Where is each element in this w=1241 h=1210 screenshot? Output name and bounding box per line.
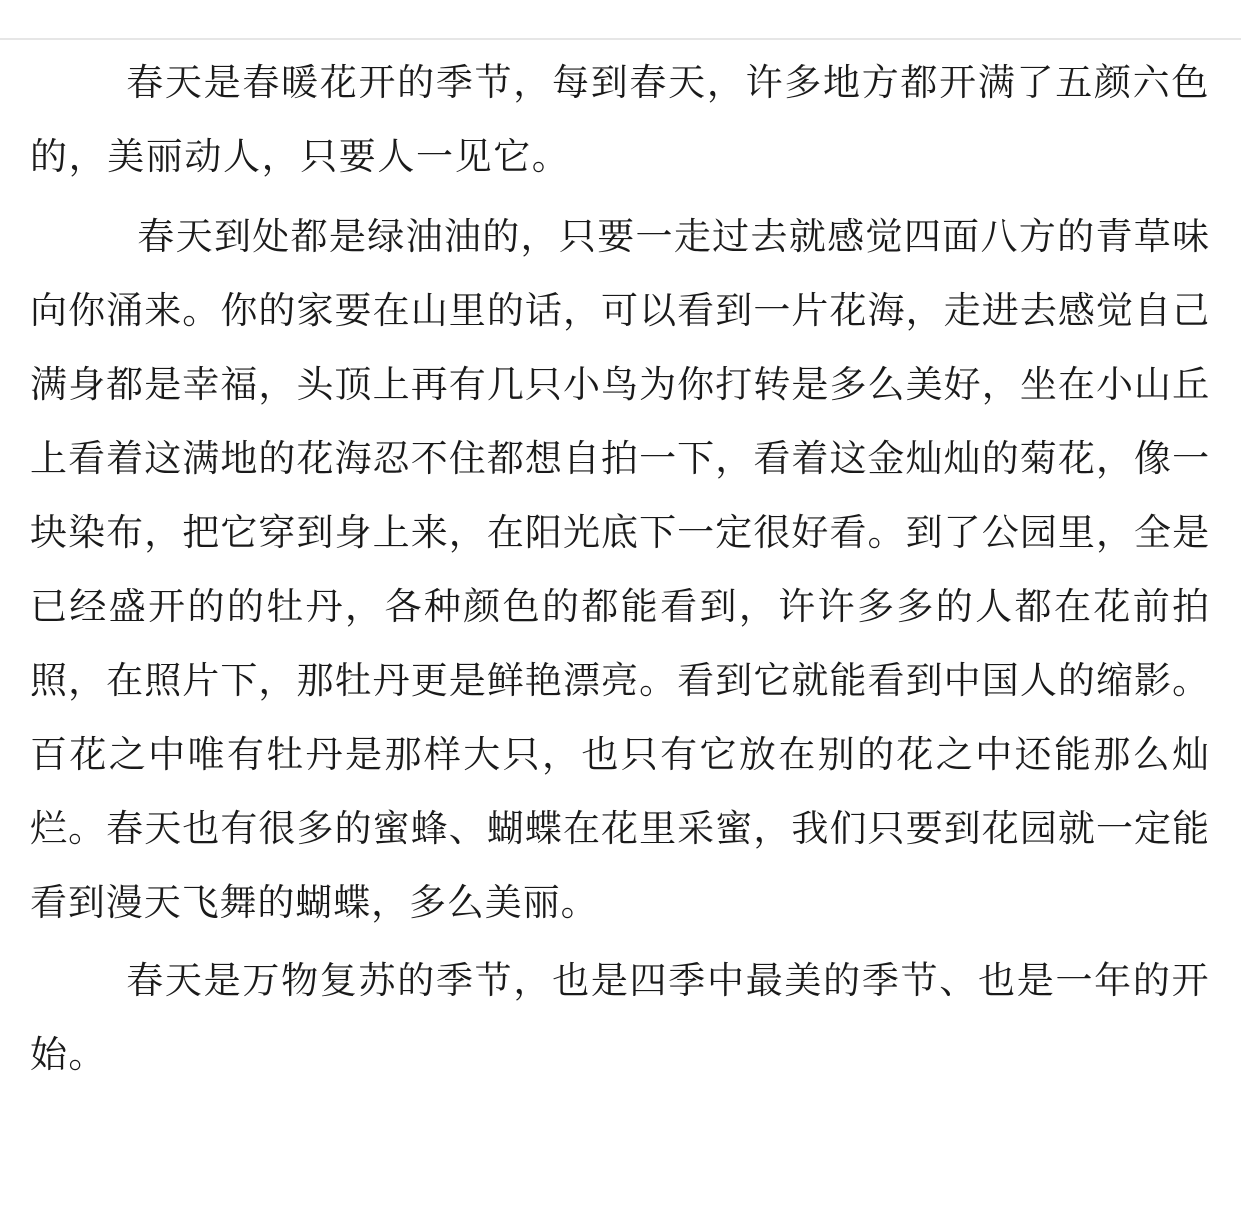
paragraph-1: 春天是春暖花开的季节，每到春天，许多地方都开满了五颜六色的，美丽动人，只要人一见它。: [30, 61, 1210, 178]
article-body: [30, 46, 1210, 1092]
paragraph-2: 春天到处都是绿油油的，只要一走过去就感觉四面八方的青草味向你涌来。你的家要在山里的话，可以看到一片花海，走进去感觉自己满身都是幸福，头顶上再有几只小鸟为你打转是多么美好，坐在小山丘上看着这满地的花海忍不住都想自拍一下，看着这金灿灿的菊花，像一块染布，把它穿到身上来，在阳光底下一定很好看。到了公园里，全是已经盛开的的牡丹，各种颜色的都能看到，许许多多的人都在花前拍照，在照片下，那牡丹更是鲜艳漂亮。看到它就能看到中国人的缩影。百花之中唯有牡丹是那样大只，也只有它放在别的花之中还能那么灿烂。春天也有很多的蜜蜂、蝴蝶在花里采蜜，我们只要到花园就一定能看到漫天飞舞的蝴蝶，多么美丽。: [30, 215, 1210, 924]
top-divider: [0, 38, 1241, 40]
paragraph-3: 春天是万物复苏的季节，也是四季中最美的季节、也是一年的开始。: [30, 959, 1210, 1076]
